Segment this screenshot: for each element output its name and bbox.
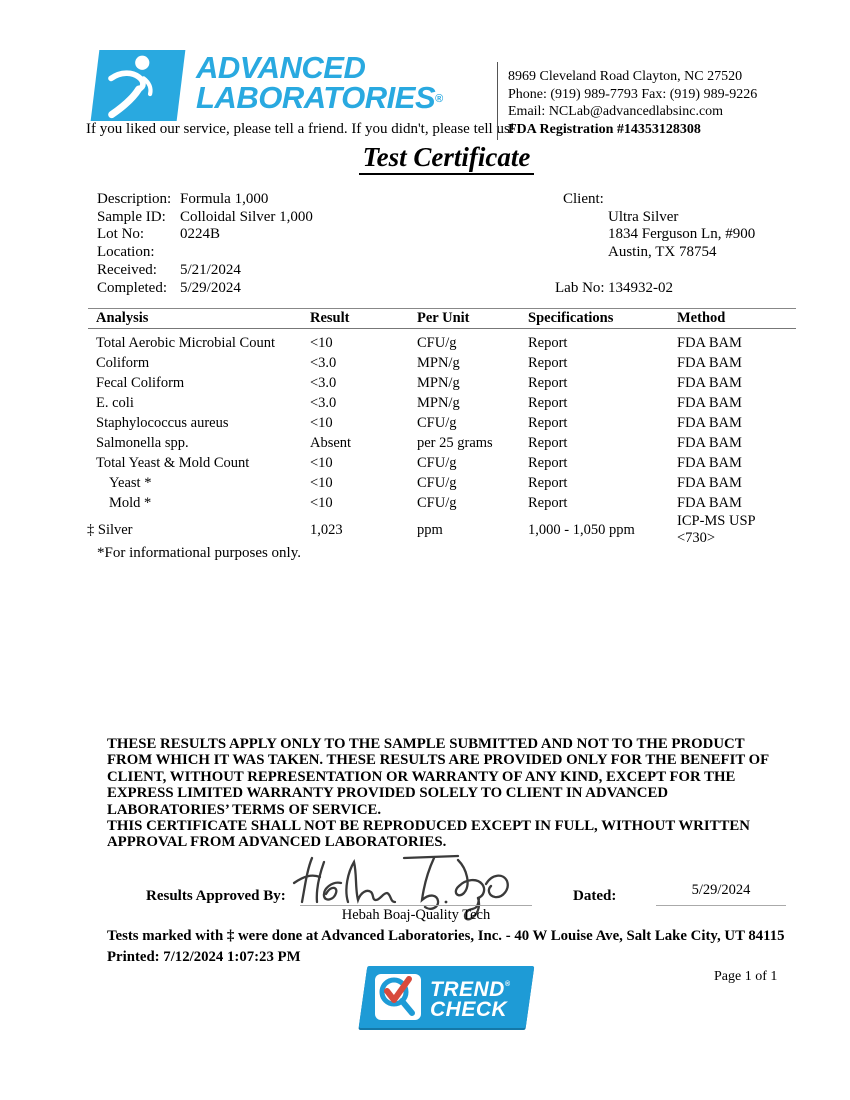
cell-result: <3.0 — [310, 374, 337, 391]
trend-check-inner — [363, 966, 530, 1028]
trend-check-registered: ® — [504, 981, 511, 988]
result-row — [96, 353, 796, 373]
detail-label: Location: — [97, 244, 155, 261]
cell-analysis: Total Aerobic Microbial Count — [96, 334, 275, 351]
col-method: Method — [677, 310, 726, 326]
company-name-line2: LABORATORIES® — [196, 80, 444, 115]
cell-result: <3.0 — [310, 354, 337, 371]
results-approved-by-label: Results Approved By: — [146, 888, 286, 904]
registered-mark: ® — [435, 93, 444, 105]
cell-specifications: Report — [528, 354, 568, 371]
cell-specifications: 1,000 - 1,050 ppm — [528, 521, 635, 538]
detail-row — [97, 226, 427, 244]
disclaimer-results: THESE RESULTS APPLY ONLY TO THE SAMPLE SUBMITTED AND NOT TO THE PRODUCT FROM WHICH IT WAS TAKEN. THESE RESULTS ARE PROVIDED ONLY FOR THE BENEFIT OF CLIENT, WITHOUT REPRESENTATION OR WARRANTY OF ANY KIND, EXCEPT FOR THE EXPRESS LIMITED WARRANTY PROVIDED SOLELY TO CLIENT IN ADVANCED LABORATORIES’ TERMS OF SERVICE. — [107, 736, 769, 818]
cell-analysis: Salmonella spp. — [96, 434, 189, 451]
cell-specifications: Report — [528, 434, 568, 451]
header-divider — [497, 62, 498, 140]
result-row — [96, 473, 796, 493]
detail-row — [97, 209, 427, 227]
disclaimer-reproduction: THIS CERTIFICATE SHALL NOT BE REPRODUCED EXCEPT IN FULL, WITHOUT WRITTEN APPROVAL FROM ADVANCED LABORATORIES. — [107, 818, 750, 851]
cell-method: FDA BAM — [677, 334, 742, 351]
cell-analysis: Fecal Coliform — [96, 374, 185, 391]
cell-per-unit: MPN/g — [417, 394, 460, 411]
detail-value — [180, 244, 427, 262]
cell-result: <10 — [310, 494, 333, 511]
cell-result: <10 — [310, 474, 333, 491]
client-address-line: Austin, TX 78754 — [608, 244, 717, 261]
magnifier-check-icon — [375, 974, 421, 1020]
trend-check-wordmark — [430, 975, 511, 1019]
cell-method: FDA BAM — [677, 414, 742, 431]
cell-method: FDA BAM — [677, 374, 742, 391]
trend-check-line1: TREND® — [430, 978, 511, 1001]
result-row — [96, 433, 796, 453]
col-result: Result — [310, 310, 350, 326]
tests-location-note: Tests marked with ‡ were done at Advanced Laboratories, Inc. - 40 W Louise Ave, Salt Lake City, UT 84115 — [107, 928, 785, 944]
company-name-line1: ADVANCED — [196, 50, 366, 85]
results-table — [87, 309, 796, 546]
client-address — [608, 209, 755, 262]
result-row — [96, 333, 796, 353]
date-line — [656, 905, 786, 906]
cell-method: FDA BAM — [677, 394, 742, 411]
cell-method: FDA BAM — [677, 354, 742, 371]
cell-per-unit: CFU/g — [417, 334, 457, 351]
cell-method: FDA BAM — [677, 474, 742, 491]
trend-check-line2: CHECK — [430, 997, 508, 1021]
cell-specifications: Report — [528, 334, 568, 351]
contact-phone-fax: Phone: (919) 989-7793 Fax: (919) 989-9226 — [508, 86, 758, 102]
document-title: Test Certificate — [0, 142, 850, 173]
detail-label: Completed: — [97, 279, 167, 296]
cell-per-unit: MPN/g — [417, 374, 460, 391]
results-table-body — [87, 333, 796, 546]
cell-specifications: Report — [528, 494, 568, 511]
cell-result: 1,023 — [310, 521, 343, 538]
results-table-header — [96, 309, 796, 328]
result-row — [96, 493, 796, 513]
detail-label: Lot No: — [97, 226, 145, 243]
lab-no-label: Lab No: — [555, 280, 605, 296]
sample-details — [97, 191, 427, 297]
dated-label: Dated: — [573, 888, 617, 904]
client-address-line: 1834 Ferguson Ln, #900 — [608, 226, 756, 243]
cell-per-unit: ppm — [417, 521, 443, 538]
cell-result: <10 — [310, 454, 333, 471]
detail-label: Sample ID: — [97, 208, 166, 225]
printed-timestamp: Printed: 7/12/2024 1:07:23 PM — [107, 949, 301, 965]
signature-line — [300, 905, 532, 906]
col-specifications: Specifications — [528, 310, 614, 326]
page-number: Page 1 of 1 — [714, 969, 778, 984]
cell-analysis: Yeast * — [109, 474, 152, 491]
cell-method: FDA BAM — [677, 494, 742, 511]
result-row — [96, 393, 796, 413]
client-label: Client: — [563, 191, 604, 207]
cell-per-unit: CFU/g — [417, 474, 457, 491]
cell-method: FDA BAM — [677, 454, 742, 471]
cell-result: <10 — [310, 334, 333, 351]
date-value: 5/29/2024 — [691, 882, 751, 898]
cell-analysis: ‡ Silver — [87, 521, 133, 538]
company-name — [196, 50, 444, 115]
contact-email: Email: NCLab@advancedlabsinc.com — [508, 104, 724, 119]
cell-method: ICP-MS USP <730> — [677, 513, 756, 546]
cell-specifications: Report — [528, 394, 568, 411]
cell-analysis: E. coli — [96, 394, 134, 411]
cell-analysis: Mold * — [109, 494, 152, 511]
cell-result: <10 — [310, 414, 333, 431]
cell-method: FDA BAM — [677, 434, 742, 451]
person-figure-icon — [95, 50, 181, 121]
detail-value: Formula 1,000 — [180, 191, 269, 207]
result-row — [96, 413, 796, 433]
cell-analysis: Total Yeast & Mold Count — [96, 454, 250, 471]
cell-per-unit: CFU/g — [417, 414, 457, 431]
cell-specifications: Report — [528, 414, 568, 431]
result-row — [96, 373, 796, 393]
detail-value: Colloidal Silver 1,000 — [180, 208, 313, 225]
detail-value: 5/29/2024 — [180, 279, 241, 296]
cell-per-unit: CFU/g — [417, 454, 457, 471]
cell-result: <3.0 — [310, 394, 337, 411]
cell-result: Absent — [310, 434, 352, 451]
trend-check-logo — [359, 966, 535, 1028]
result-row — [87, 513, 796, 546]
detail-label: Description: — [97, 191, 172, 207]
contact-address: 8969 Cleveland Road Clayton, NC 27520 — [508, 69, 743, 84]
contact-block — [508, 68, 757, 138]
cell-specifications: Report — [528, 474, 568, 491]
cell-analysis: Staphylococcus aureus — [96, 414, 229, 431]
detail-row — [97, 262, 427, 280]
advanced-laboratories-logo — [91, 50, 186, 121]
client-address-line: Ultra Silver — [608, 208, 679, 225]
result-row — [96, 453, 796, 473]
detail-row — [97, 244, 427, 262]
cell-per-unit: CFU/g — [417, 494, 457, 511]
detail-value: 5/21/2024 — [180, 261, 241, 278]
detail-row — [97, 280, 427, 298]
detail-label: Received: — [97, 261, 157, 278]
informational-footnote: *For informational purposes only. — [97, 545, 302, 561]
detail-value: 0224B — [180, 226, 221, 243]
lab-no-value: 134932-02 — [608, 280, 673, 296]
service-tagline: If you liked our service, please tell a friend. If you didn't, please tell us! — [86, 121, 515, 137]
cell-specifications: Report — [528, 374, 568, 391]
signer-name: Hebah Boaj-Quality Tech — [341, 907, 491, 923]
cell-per-unit: per 25 grams — [417, 434, 493, 451]
cell-per-unit: MPN/g — [417, 354, 460, 371]
cell-specifications: Report — [528, 454, 568, 471]
fda-registration: FDA Registration #14353128308 — [508, 121, 701, 137]
col-per-unit: Per Unit — [417, 310, 470, 326]
cell-analysis: Coliform — [96, 354, 150, 371]
col-analysis: Analysis — [96, 310, 149, 326]
detail-row — [97, 191, 427, 209]
